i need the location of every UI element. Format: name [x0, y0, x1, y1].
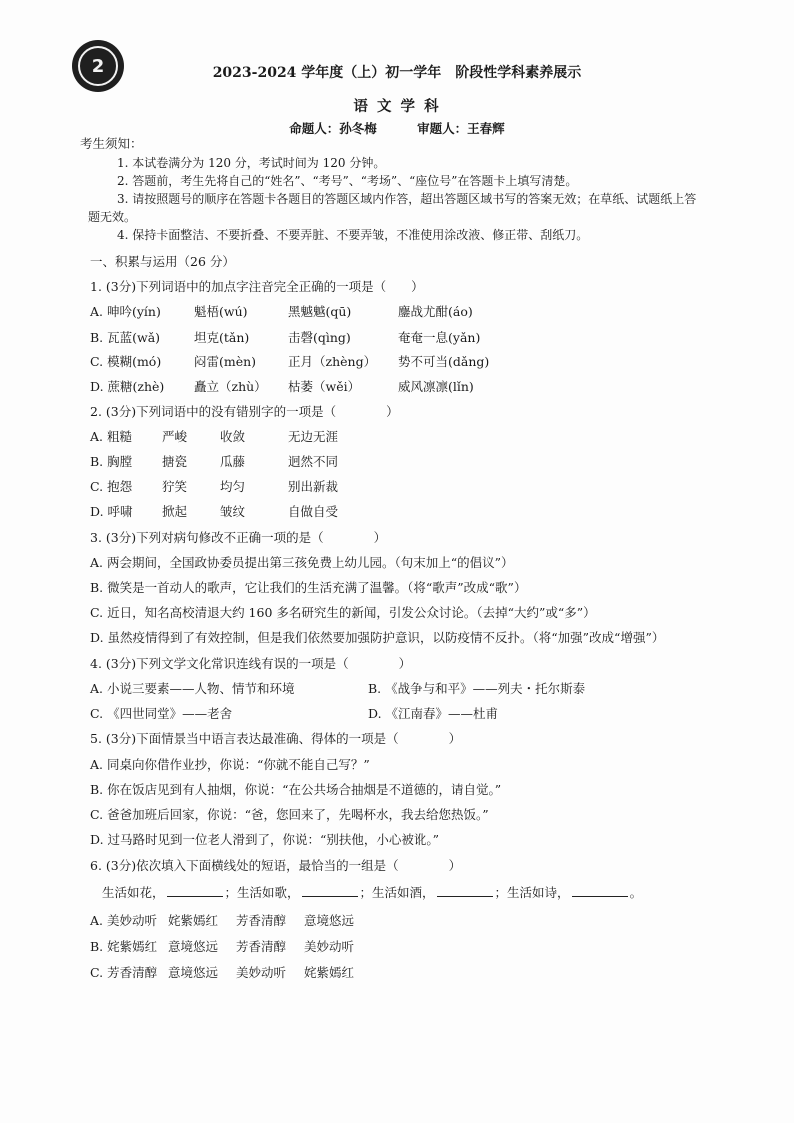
option-cell: 威风凛凛(lǐn): [398, 379, 474, 394]
notice-item-3-cont: 题无效。: [88, 210, 137, 224]
sentence-part: 生活如花，: [102, 885, 165, 900]
option-cell: 瓜藤: [220, 454, 246, 469]
option-cell: B. 胸膛: [90, 454, 133, 469]
option-cell: 意境悠远: [168, 939, 219, 954]
exam-title: 2023-2024 学年度（上）初一学年 阶段性学科素养展示: [212, 65, 582, 81]
option-cell: 芳香清醇: [236, 913, 287, 928]
option-cell: 坦克(tǎn): [194, 330, 250, 345]
option-cell: 狞笑: [162, 479, 188, 494]
option-cell: C. 芳香清醇: [90, 965, 158, 980]
option-cell: 姹紫嫣红: [168, 913, 219, 928]
subject-title: 语 文 学 科: [353, 98, 441, 115]
option-cell: 掀起: [162, 504, 188, 519]
option-cell: 严峻: [162, 429, 188, 444]
notice-item-1: 1. 本试卷满分为 120 分，考试时间为 120 分钟。: [117, 156, 386, 170]
option-cell: 意境悠远: [304, 913, 355, 928]
option-cell: 魁梧(wú): [194, 304, 248, 319]
section-heading: 一、积累与运用（26 分）: [90, 254, 235, 269]
sentence-part: ；生活如诗，: [494, 885, 570, 900]
question-4-option-c: C. 《四世同堂》——老舍: [90, 706, 233, 721]
option-cell: A. 呻吟(yín): [90, 304, 161, 319]
question-3-option-b: B. 微笑是一首动人的歌声，它让我们的生活充满了温馨。（将“歌声”改成“歌”）: [90, 580, 527, 595]
option-cell: 芳香清醇: [236, 939, 287, 954]
option-cell: C. 抱怨: [90, 479, 133, 494]
question-5-option-b: B. 你在饭店见到有人抽烟，你说：“在公共场合抽烟是不道德的，请自觉。”: [90, 782, 502, 797]
option-cell: 黑魆魆(qū): [288, 304, 352, 319]
option-cell: 美妙动听: [304, 939, 355, 954]
seal-emblem: 2: [78, 46, 118, 86]
question-2-stem: 2. (3分)下列词语中的没有错别字的一项是（ ）: [90, 404, 399, 419]
option-cell: D. 呼啸: [90, 504, 133, 519]
sentence-part: 。: [629, 885, 643, 900]
option-cell: 势不可当(dǎng): [398, 354, 490, 369]
option-cell: 均匀: [220, 479, 246, 494]
question-4-stem: 4. (3分)下列文学文化常识连线有误的一项是（ ）: [90, 656, 412, 671]
option-cell: 姹紫嫣红: [304, 965, 355, 980]
option-cell: 皱纹: [220, 504, 246, 519]
question-3-option-c: C. 近日，知名高校清退大约 160 多名研究生的新闻，引发公众讨论。（去掉“大约”或“多”）: [90, 605, 596, 620]
author: 命题人：孙冬梅: [289, 121, 377, 136]
option-cell: 矗立（zhù）: [194, 379, 267, 394]
option-cell: 迥然不同: [288, 454, 339, 469]
question-3-option-d: D. 虽然疫情得到了有效控制，但是我们依然要加强防护意识，以防疫情不反扑。（将“加强”改成“增强”）: [90, 630, 665, 645]
option-cell: A. 粗糙: [90, 429, 132, 444]
question-5-option-a: A. 同桌向你借作业抄，你说：“你就不能自己写？”: [90, 757, 370, 772]
answer-blank: [437, 884, 493, 897]
question-3-option-a: A. 两会期间，全国政协委员提出第三孩免费上幼儿园。（句末加上“的倡议”）: [90, 555, 514, 570]
notice-item-2: 2. 答题前，考生先将自己的“姓名”、“考号”、“考场”、“座位号”在答题卡上填写清楚。: [117, 174, 578, 188]
sentence-part: ；生活如酒，: [359, 885, 435, 900]
question-4-option-a: A. 小说三要素——人物、情节和环境: [90, 681, 295, 696]
question-5-option-c: C. 爸爸加班后回家，你说：“爸，您回来了，先喝杯水，我去给您热饭。”: [90, 807, 489, 822]
option-cell: 自做自受: [288, 504, 339, 519]
option-cell: 击磬(qìng): [288, 330, 351, 345]
answer-blank: [572, 884, 628, 897]
option-cell: A. 美妙动听: [90, 913, 157, 928]
question-5-option-d: D. 过马路时见到一位老人滑到了，你说：“别扶他，小心被讹。”: [90, 832, 440, 847]
question-3-stem: 3. (3分)下列对病句修改不正确一项的是（ ）: [90, 530, 387, 545]
option-cell: 别出新裁: [288, 479, 339, 494]
option-cell: B. 瓦蓝(wǎ): [90, 330, 161, 345]
option-cell: 无边无涯: [288, 429, 339, 444]
notice-item-4: 4. 保持卡面整洁、不要折叠、不要弄脏、不要弄皱，不准使用涂改液、修正带、刮纸刀。: [117, 228, 589, 242]
sentence-part: ；生活如歌，: [224, 885, 300, 900]
question-6-sentence: [102, 883, 642, 901]
option-cell: 意境悠远: [168, 965, 219, 980]
option-cell: 美妙动听: [236, 965, 287, 980]
notice-item-3: 3. 请按照题号的顺序在答题卡各题目的答题区域内作答，超出答题区域书写的答案无效；在草纸、试题纸上答: [117, 192, 697, 206]
answer-blank: [167, 884, 223, 897]
option-cell: 鏖战尤酣(áo): [398, 304, 473, 319]
option-cell: D. 蔗糖(zhè): [90, 379, 165, 394]
notice-heading: 考生须知：: [80, 136, 143, 151]
option-cell: 正月（zhèng）: [288, 354, 377, 369]
question-5-stem: 5. (3分)下面情景当中语言表达最准确、得体的一项是（ ）: [90, 731, 462, 746]
reviewer: 审题人：王春辉: [417, 121, 505, 136]
question-1-stem: 1. (3分)下列词语中的加点字注音完全正确的一项是（ ）: [90, 279, 424, 294]
question-6-stem: 6. (3分)依次填入下面横线处的短语，最恰当的一组是（ ）: [90, 858, 462, 873]
question-4-option-d: D. 《江南春》——杜甫: [368, 706, 499, 721]
option-cell: 搪瓷: [162, 454, 188, 469]
option-cell: 闷雷(mèn): [194, 354, 257, 369]
option-cell: B. 姹紫嫣红: [90, 939, 158, 954]
option-cell: 奄奄一息(yǎn): [398, 330, 481, 345]
option-cell: 枯萎（wěi）: [288, 379, 361, 394]
option-cell: C. 模糊(mó): [90, 354, 162, 369]
option-cell: 收敛: [220, 429, 246, 444]
answer-blank: [302, 884, 358, 897]
question-4-option-b: B. 《战争与和平》——列夫・托尔斯泰: [368, 681, 586, 696]
